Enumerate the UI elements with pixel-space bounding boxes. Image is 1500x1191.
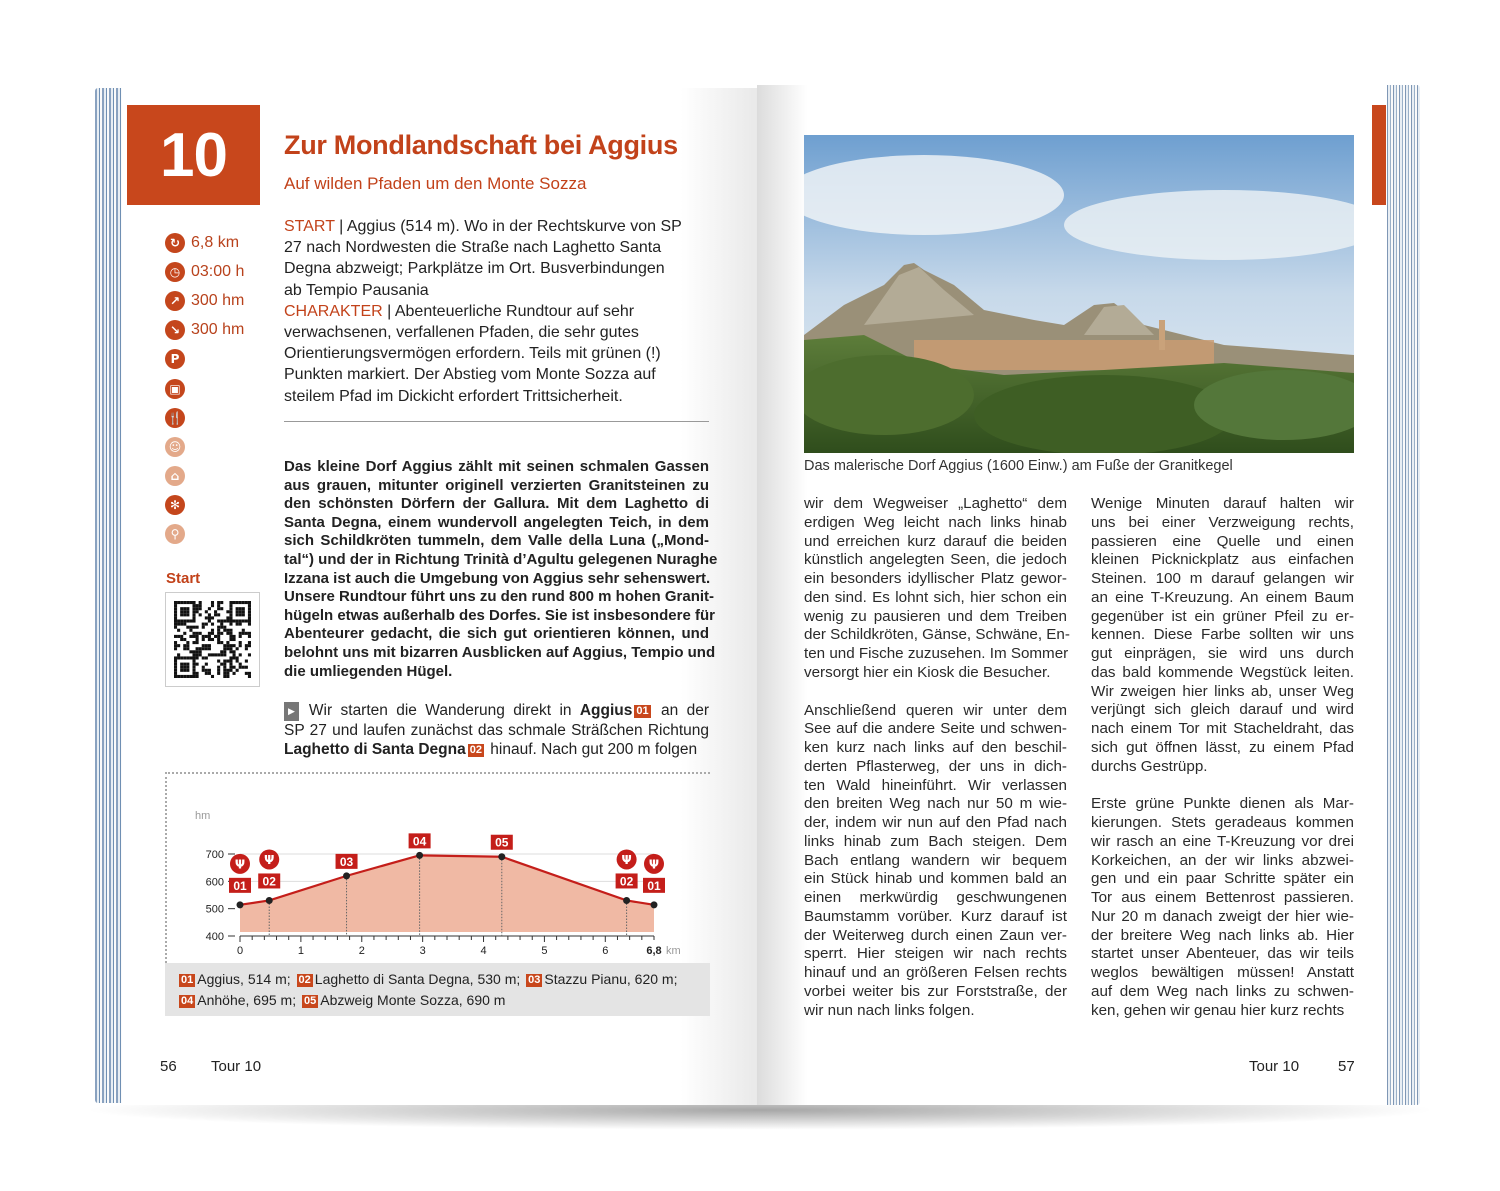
tour-subtitle: Auf wilden Pfaden um den Monte Sozza [284,174,587,193]
text-segment: Laghetto di Santa Degna [284,741,466,758]
text-line: gegenüber ist ein grüner Pfeil zu er- [1091,607,1354,625]
fork-knife-glyph: Ψ [264,852,275,867]
x-tick-label: 5 [541,945,548,957]
text-line: Korkeichen, an der wir links abzwei- [1091,851,1354,869]
text-line: Unsere Rundtour führt uns zu den rund 800 m hohen Granit- [284,588,715,606]
text-line: Wenige Minuten darauf halten wir [1091,495,1354,512]
elevation-chart [167,774,712,966]
feature-row [165,520,244,549]
text-segment: hinauf. Nach gut 200 m folgen [485,741,698,758]
text-line: hinauf und an größeren Felsen rechts [804,964,1067,981]
page-number-left: 56 [160,1058,177,1075]
text-line: den schönsten Dörfern der Gallura. Mit dem Laghetto di [284,495,709,513]
feature-row [165,403,244,432]
qr-code[interactable] [165,592,260,687]
text-line: Wir zweigen hier links ab, unser Weg [1091,682,1354,700]
text-line: ten Wald hineinführt. Wir verlassen [804,776,1067,794]
waypoint-label: 04 [412,834,427,849]
text-line: der Weiterweg durch einen Zaun ver- [804,926,1067,944]
text-line: ten und Fische zuzusehen. Im Sommer [804,645,1069,662]
loop-icon: ↻ [165,233,185,253]
fork-knife-glyph: Ψ [648,857,660,872]
waypoint-badge: 02 [469,744,482,756]
text-line: gen und ein paar Schritte später ein [1091,870,1354,888]
stat-descent [165,316,244,345]
text-column-2 [1091,495,1354,1020]
waypoint-label: 01 [647,878,661,893]
text-line: links hinab zum Bach steigen. Dem [804,832,1067,850]
text-line: Punkten markiert. Der Abstieg vom Monte Sozza auf [284,366,656,384]
waypoint-label: 01 [233,878,247,893]
text-line: verwachsenen, verfallenen Pfaden, die sehr gutes [284,324,639,342]
text-line: ken kurz nach links auf den beschil- [804,739,1067,756]
text-line: versorgt hier ein Kiosk die Besucher. [804,663,1051,681]
text-line: Erste grüne Punkte dienen als Mar- [1091,795,1354,813]
text-segment: | Abenteuerliche Rundtour auf sehr [382,302,635,320]
waypoint-badge: 01 [636,705,649,717]
text-line: weglos bewältigen müssen! Anstatt [1091,964,1354,981]
section-label: START [284,218,335,235]
text-line: das bald kommende Wegstück leiten. [1091,663,1354,681]
text-line: derten Pflasterweg, der uns in dich- [804,757,1067,775]
text-line: kennen. Diese Farbe sollten wir uns [1091,626,1354,644]
text-segment: Laghetto di Santa Degna, 530 m; [314,971,525,987]
text-line: ein besonders idyllischer Platz gewor- [804,570,1067,587]
text-segment: an der [652,702,709,719]
text-line: ein Stück hinab und kommen bald an [804,870,1067,888]
restaurant-icon: 🍴 [165,408,185,428]
paragraph-gap [804,683,1067,702]
text-line: uns bei einer Verzweigung rechts, [1091,513,1354,531]
feature-row [165,432,244,461]
waypoint-marker [651,901,658,908]
text-line: erdigen Weg leicht nach links hinab [804,513,1067,531]
text-line [177,969,698,990]
text-line [284,301,714,322]
tour-info-block [284,216,714,407]
text-line: durchs Gestrüpp. [1091,757,1208,775]
winter-icon: ✻ [165,495,185,515]
text-line: Degna abzweigt; Parkplätze im Ort. Busverbindungen [284,260,665,278]
fork-knife-glyph: Ψ [234,857,246,872]
stat-distance [165,228,244,257]
page-edges-right [1385,85,1420,1105]
text-line: sich gut öffnen lässt, zu einem Pfad [1091,738,1354,756]
running-head-right: Tour 10 [1249,1058,1300,1075]
ascent-icon: ↗ [165,291,185,311]
waypoint-badge: 05 [304,995,317,1007]
text-line: steilem Pfad im Dickicht erfordert Trittsicherheit. [284,387,623,405]
text-line: den breiten Weg nach nur 50 m wie- [804,795,1067,813]
text-line: Orientierungsvermögen erfordern. Teils mit grünen (!) [284,345,661,363]
text-line: Izzana ist auch die Umgebung von Aggius sehr sehenswert. [284,569,711,587]
text-line: startet unser Abenteuer, das wir teils [1091,945,1354,963]
x-tick-label: 3 [419,945,426,957]
feature-icons [165,345,244,549]
tour-title: Zur Mondlandschaft bei Aggius [284,130,678,160]
text-line: tal“) und der in Richtung Trinità d’Agultu gelegenen Nuraghe [284,550,718,568]
parking-icon: P [165,349,185,369]
text-line: Steinen. 100 m darauf gelangen wir [1091,570,1354,587]
text-segment: Wir starten die Wanderung direkt in [308,702,580,719]
feature-row [165,345,244,374]
text-line: und erreichen kurz darauf die beiden [804,532,1067,550]
text-line: Das kleine Dorf Aggius zählt mit seinen schmalen Gassen [284,458,709,475]
stat-value: 300 hm [191,321,245,339]
stat-ascent [165,286,244,315]
fork-knife-glyph: Ψ [621,852,632,867]
text-segment: Aggius [579,702,633,719]
text-line: Baumstamm vorüber. Kurz darauf ist [804,907,1067,925]
x-tick-label: 4 [480,945,487,957]
text-column-1 [804,495,1070,1020]
waypoint-marker [416,852,423,859]
route-description [284,701,709,759]
x-tick-label: 1 [297,945,304,957]
text-line: sich Schildkröten tummeln, dem Valle della Luna („Mond- [284,532,709,550]
text-line: ken, gehen wir genau hier kurz rechts [1091,1001,1345,1019]
waypoint-badge: 04 [181,995,194,1007]
waypoint-label: 02 [619,874,634,889]
descent-icon: ↘ [165,320,185,340]
text-segment: Aggius, 514 m; [197,971,295,987]
intro-paragraph [284,458,718,681]
text-line: passieren eine Quelle und einen [1091,532,1354,550]
clock-icon: ◷ [165,262,185,282]
text-line: auf dem Weg nach links zu schwen- [1091,982,1354,1000]
text-line: der Schildkröten, Gänse, Schwäne, En- [804,626,1070,644]
waypoint-badge: 03 [528,974,541,986]
photo-caption: Das malerische Dorf Aggius (1600 Einw.) am Fuße der Granitkegel [804,458,1233,474]
text-line [284,701,709,721]
text-line: Abenteurer gedacht, die sich gut orientieren können, und [284,625,709,643]
x-tick-label: 6,8 [646,945,662,957]
text-line: die umliegenden Hügel. [284,662,453,680]
text-line: verjüngt sich gleich darauf und wird [1091,701,1354,719]
y-axis-label: hm [195,810,211,822]
elevation-legend [165,963,710,1016]
photo-village-aggius [804,135,1354,453]
text-line: wir dem Wegweiser „Laghetto“ dem [804,495,1067,512]
page-number-right: 57 [1338,1058,1355,1075]
text-line: See auf die andere Seite und schwen- [804,720,1067,738]
text-line: wir nun nach links folgen. [804,1001,975,1019]
tour-stats [165,228,244,549]
paragraph-gap [1091,776,1354,795]
waypoint-marker [266,897,273,904]
feature-row [165,374,244,403]
text-line: kierungen. Stets geradeaus kommen [1091,814,1354,831]
bus-icon: ▣ [165,379,185,399]
divider [284,421,709,422]
text-line [284,740,709,759]
running-head-left: Tour 10 [211,1058,262,1075]
x-tick-label: 0 [236,945,244,957]
text-segment: Abzweig Monte Sozza, 690 m [320,992,506,1008]
text-line: der, indem wir nun auf den Pfad nach [804,814,1067,831]
waypoint-marker [498,853,505,860]
feature-row [165,462,244,491]
stat-value: 6,8 km [191,233,240,251]
text-line: SP 27 und laufen zunächst das schmale Sträßchen Richtung [284,722,709,739]
y-tick-label: 700 [205,849,224,861]
play-icon: ▶ [284,702,299,721]
feature-row [165,491,244,520]
bike-icon: ⚲ [165,524,185,544]
child-friendly-icon: ☺ [165,437,185,457]
text-line: Tor aus einem Bettenrost passieren. [1091,889,1354,906]
y-tick-label: 500 [205,903,224,916]
text-line: vorbei weiter bis zur Forststraße, der [804,982,1067,1000]
waypoint-label: 03 [339,854,354,869]
text-line: der breitere Weg nach links ab. Hier [1091,926,1354,944]
text-line [177,990,698,1011]
text-line: hügeln etwas außerhalb des Dorfes. Sie ist insbesondere für [284,606,715,624]
text-line: aus grauen, mitunter originell verzierten Granitsteinen zu [284,476,709,494]
cable-car-icon: ⌂ [165,466,185,486]
text-segment: Anhöhe, 695 m; [197,992,300,1008]
waypoint-marker [237,901,244,908]
text-segment: | Aggius (514 m). Wo in der Rechtskurve von SP [334,218,682,235]
text-line: einen merkwürdig geschwungenen [804,889,1067,906]
text-line: künstlich angelegten Seen, die jedoch [804,551,1067,569]
waypoint-label: 05 [495,835,509,850]
text-line: kleinen Picknickplatz aus einfachen [1091,551,1354,569]
text-line: gut einprägen, sie wird uns durch [1091,645,1354,662]
waypoint-marker [623,897,630,904]
qr-code-image [174,601,251,678]
stat-duration [165,257,244,286]
x-tick-label: 6 [602,945,609,957]
text-line: Bach entlang wandern wir bequem [804,851,1067,869]
start-label: Start [166,570,201,587]
text-line: sperrt. Hier steigen wir nach rechts [804,945,1067,963]
text-line: an eine T-Kreuzung. An einem Baum [1091,588,1354,606]
chapter-tab-marker [1372,105,1386,205]
waypoint-badge: 02 [298,974,311,986]
text-line: Santa Degna, einem wundervoll angelegten Teich, in dem [284,513,709,531]
text-line [284,216,714,237]
waypoint-label: 02 [262,874,276,889]
text-line: ab Tempio Pausania [284,281,429,299]
text-line: nach einem Tor mit Stacheldraht, das [1091,720,1354,737]
text-line: den sind. Es lohnt sich, hier schon ein [804,588,1067,606]
waypoint-badge: 01 [181,974,194,986]
text-line: wenig zu pausieren und dem Treiben [804,607,1067,625]
section-label: CHARAKTER [284,302,383,320]
tour-number-badge: 10 [127,105,260,205]
text-line: 27 nach Nordwesten die Straße nach Laghetto Santa [284,239,662,257]
elevation-area [240,852,654,932]
y-tick-label: 600 [205,876,224,889]
stat-value: 300 hm [191,291,245,309]
y-tick-label: 400 [205,931,224,943]
text-segment: Stazzu Pianu, 620 m; [544,971,678,987]
stat-value: 03:00 h [191,262,245,280]
text-line: belohnt uns mit bizarren Ausblicken auf Aggius, Tempio und [284,643,716,661]
text-line: wir rasch an eine T-Kreuzung vor drei [1091,832,1354,850]
text-line: Anschließend queren wir unter dem [804,701,1067,719]
x-tick-label: 2 [358,945,365,957]
text-line: Nur 20 m danach zweigt der hier wie- [1091,907,1354,925]
waypoint-marker [343,872,350,879]
x-axis-label: km [666,945,681,957]
